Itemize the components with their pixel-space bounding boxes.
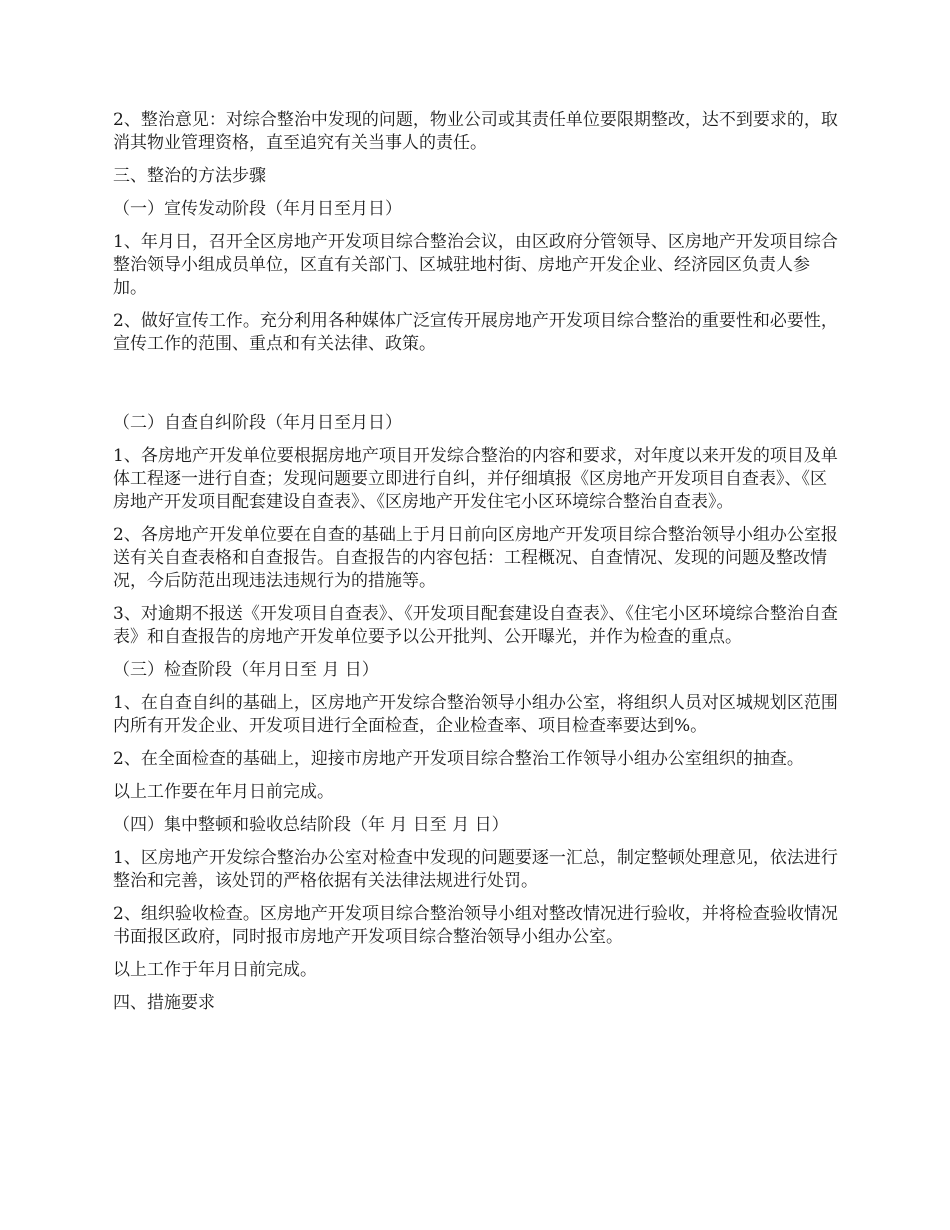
- paragraph-rectification-item-1: 1、区房地产开发综合整治办公室对检查中发现的问题要逐一汇总，制定整顿处理意见，依法进行整治和完善，该处罚的严格依据有关法律法规进行处罚。: [113, 848, 838, 891]
- document-body: [113, 109, 843, 1025]
- paragraph-self-inspection-item-1: 1、各房地产开发单位要根据房地产项目开发综合整治的内容和要求，对年度以来开发的项目及单体工程逐一进行自查；发现问题要立即进行自纠，并仔细填报《区房地产开发项目自查表》、《区房地产开发项目配套建设自查表》、《区房地产开发住宅小区环境综合整治自查表》。: [113, 446, 838, 512]
- paragraph-rectification-deadline: 以上工作于年月日前完成。: [113, 960, 317, 980]
- paragraph-rectification-item-2: 2、组织验收检查。区房地产开发项目综合整治领导小组对整改情况进行验收，并将检查验收情况书面报区政府，同时报市房地产开发项目综合整治领导小组办公室。: [113, 904, 838, 947]
- subsection-heading-inspection-stage: （三）检查阶段（年月日至 月 日）: [113, 660, 379, 680]
- paragraph-self-inspection-item-2: 2、各房地产开发单位要在自查的基础上于月日前向区房地产开发项目综合整治领导小组办公室报送有关自查表格和自查报告。自查报告的内容包括：工程概况、自查情况、发现的问题及整改情况，今后防范出现违法违规行为的措施等。: [113, 525, 838, 591]
- section-heading-measures-requirements: 四、措施要求: [113, 993, 215, 1013]
- paragraph-inspection-item-2: 2、在全面检查的基础上，迎接市房地产开发项目综合整治工作领导小组办公室组织的抽查。: [113, 749, 804, 769]
- paragraph-inspection-deadline: 以上工作要在年月日前完成。: [113, 782, 334, 802]
- paragraph-publicity-item-1: 1、年月日，召开全区房地产开发项目综合整治会议，由区政府分管领导、区房地产开发项目综合整治领导小组成员单位，区直有关部门、区城驻地村街、房地产开发企业、经济园区负责人参加。: [113, 232, 838, 298]
- paragraph-publicity-item-2: 2、做好宣传工作。充分利用各种媒体广泛宣传开展房地产开发项目综合整治的重要性和必要性，宣传工作的范围、重点和有关法律、政策。: [113, 311, 838, 354]
- subsection-heading-rectification-acceptance-stage: （四）集中整顿和验收总结阶段（年 月 日至 月 日）: [113, 815, 509, 835]
- paragraph-rectification-opinion: 2、整治意见：对综合整治中发现的问题，物业公司或其责任单位要限期整改，达不到要求的，取消其物业管理资格，直至追究有关当事人的责任。: [113, 110, 838, 153]
- section-heading-methods-steps: 三、整治的方法步骤: [113, 166, 266, 186]
- subsection-heading-publicity-stage: （一）宣传发动阶段（年月日至月日）: [113, 199, 402, 219]
- subsection-heading-self-inspection-stage: （二）自查自纠阶段（年月日至月日）: [113, 413, 402, 433]
- paragraph-self-inspection-item-3: 3、对逾期不报送《开发项目自查表》、《开发项目配套建设自查表》、《住宅小区环境综合整治自查表》和自查报告的房地产开发单位要予以公开批判、公开曝光，并作为检查的重点。: [113, 604, 838, 647]
- paragraph-inspection-item-1: 1、在自查自纠的基础上，区房地产开发综合整治领导小组办公室，将组织人员对区城规划区范围内所有开发企业、开发项目进行全面检查，企业检查率、项目检查率要达到%。: [113, 693, 838, 736]
